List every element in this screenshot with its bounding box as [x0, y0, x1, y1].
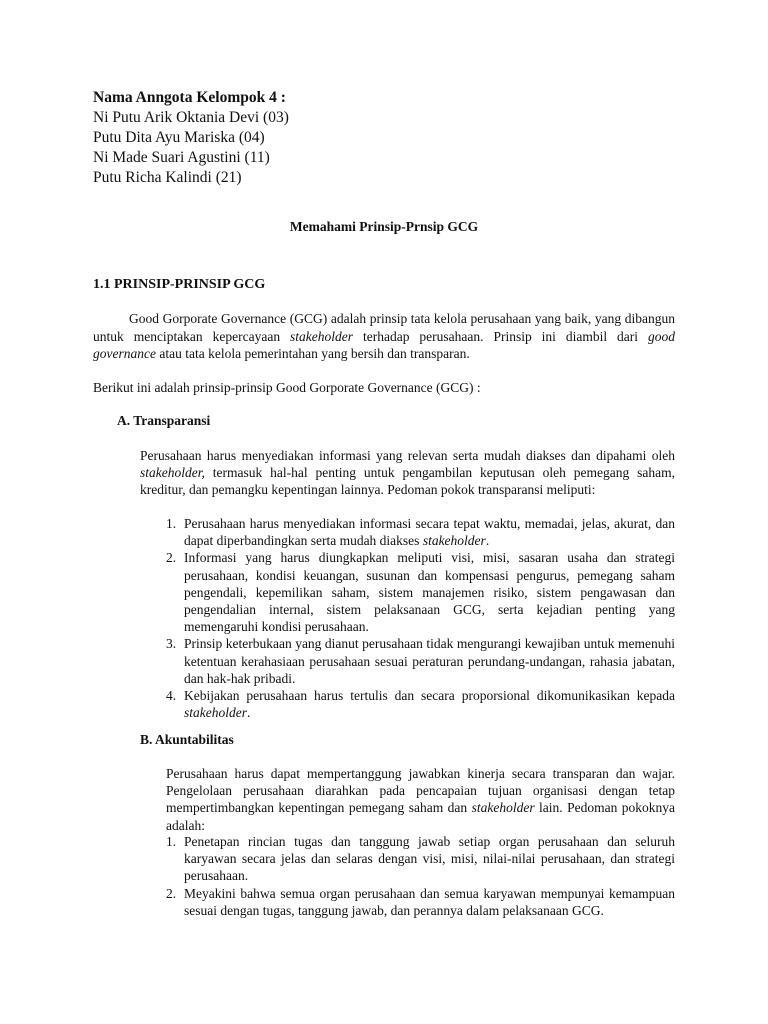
list-item: 4. Kebijakan perusahaan harus tertulis dan secara proporsional dikomunikasikan kepada stakeholder. — [166, 688, 675, 721]
list-item: 2. Informasi yang harus diungkapkan meliputi visi, misi, sasaran usaha dan strategi perusahaan, kondisi keuangan, susunan dan kompensasi pengurus, pemegang saham pengendali, kepemilikan saham, sistem manajemen risiko, sistem pengawasan dan pengendalian internal, sistem pelaksanaan GCG, serta kejadian penting yang memengaruhi kondisi perusahaan. — [166, 550, 675, 635]
member-list — [93, 88, 289, 188]
document-title: Memahami Prinsip-Prnsip GCG — [289, 219, 479, 234]
member-name: Ni Made Suari Agustini (11) — [93, 149, 270, 166]
intro-paragraph: Good Gorporate Governance (GCG) adalah prinsip tata kelola perusahaan yang baik, yang dibangun untuk menciptakan kepercayaan stakeholder terhadap perusahaan. Prinsip ini diambil dari good governance atau tata kelola pemerintahan yang bersih dan transparan. — [93, 311, 675, 361]
transparansi-list — [166, 515, 675, 721]
member-name: Putu Dita Ayu Mariska (04) — [93, 129, 265, 146]
akuntabilitas-paragraph: Perusahaan harus dapat mempertanggung jawabkan kinerja secara transparan dan wajar. Pengelolaan perusahaan diarahkan pada pencapaian tujuan organisasi dengan tetap mempertimbangkan kepentingan pemegang saham dan stakeholder lain. Pedoman pokoknya adalah: — [166, 766, 676, 833]
list-item: 1. Penetapan rincian tugas dan tanggung jawab setiap organ perusahaan dan seluruh karyawan secara jelas dan selaras dengan visi, misi, nilai-nilai perusahaan, dan strategi perusahaan. — [166, 834, 675, 884]
list-item: 1. Perusahaan harus menyediakan informasi secara tepat waktu, memadai, jelas, akurat, dan dapat diperbandingkan serta mudah diakses stakeholder. — [166, 516, 675, 549]
member-list-heading: Nama Anngota Kelompok 4 : — [93, 89, 286, 106]
list-item: 2. Meyakini bahwa semua organ perusahaan dan semua karyawan mempunyai kemampuan sesuai dengan tugas, tanggung jawab, dan perannya dalam pelaksanaan GCG. — [166, 885, 675, 918]
subsection-heading-akuntabilitas: B. Akuntabilitas — [140, 732, 234, 747]
transparansi-paragraph: Perusahaan harus menyediakan informasi yang relevan serta mudah diakses dan dipahami oleh stakeholder, termasuk hal-hal penting untuk pengambilan keputusan oleh pemegang saham, kreditur, dan pemangku kepentingan lainnya. Pedoman pokok transparansi meliputi: — [140, 448, 675, 498]
akuntabilitas-list — [166, 833, 675, 919]
subsection-heading-transparansi: A. Transparansi — [117, 413, 211, 428]
list-item: 3. Prinsip keterbukaan yang dianut perusahaan tidak mengurangi kewajiban untuk memenuhi ketentuan kerahasiaan perusahaan sesuai peraturan perundang-undangan, rahasia jabatan, dan hak-hak pribadi. — [166, 636, 675, 686]
lead-paragraph: Berikut ini adalah prinsip-prinsip Good Gorporate Governance (GCG) : — [93, 380, 481, 395]
member-name: Putu Richa Kalindi (21) — [93, 169, 242, 186]
section-title: 1.1 PRINSIP-PRINSIP GCG — [93, 277, 266, 292]
member-name: Ni Putu Arik Oktania Devi (03) — [93, 109, 289, 126]
